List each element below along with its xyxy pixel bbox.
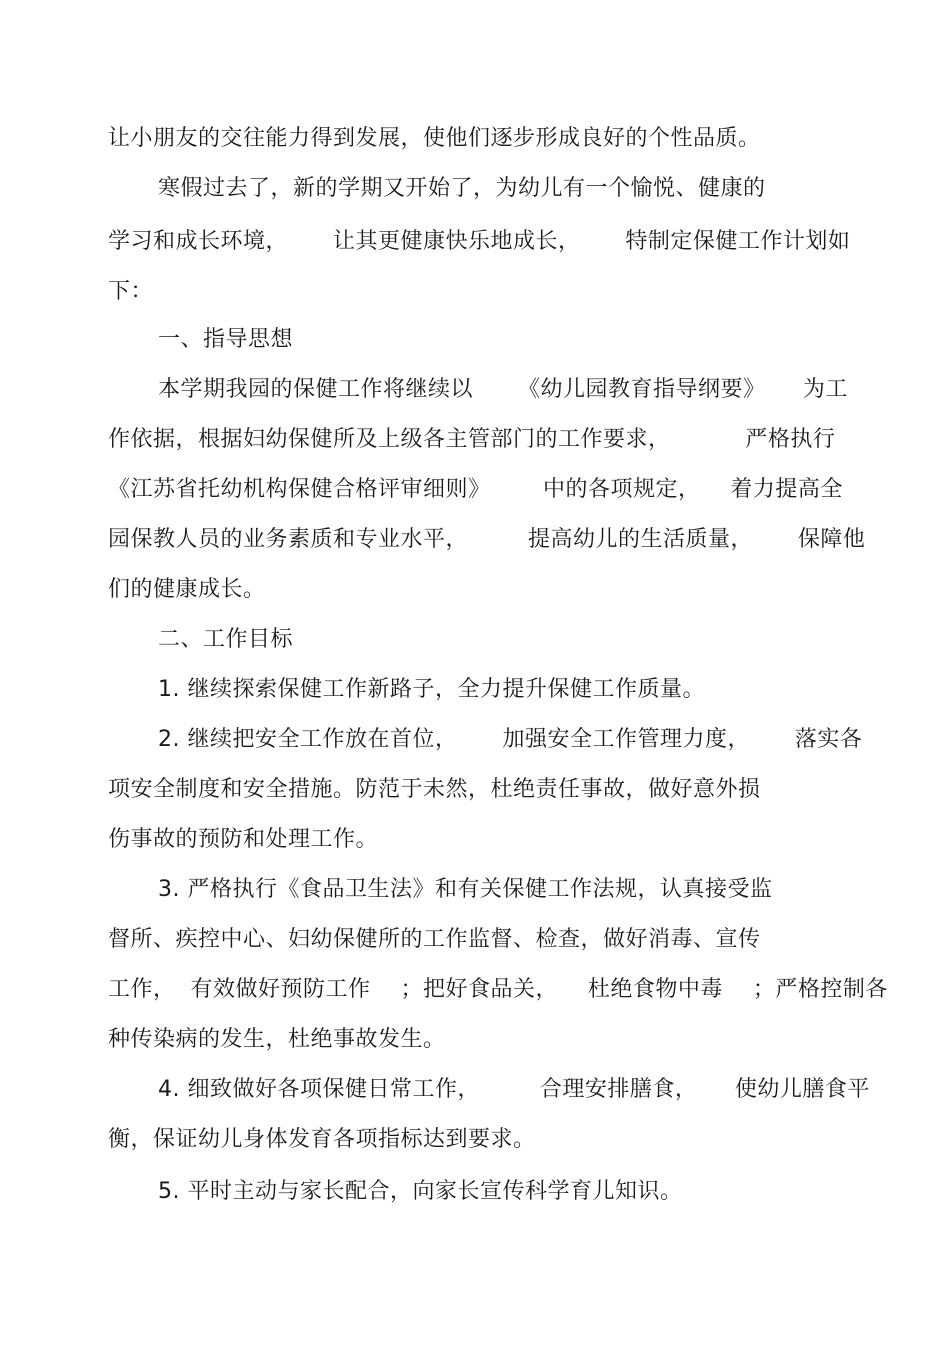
list-item: 4. 细致做好各项保健日常工作， 合理安排膳食， 使幼儿膳食平 [158,1077,870,1102]
text-line: 寒假过去了，新的学期又开始了，为幼儿有一个愉悦、健康的 [158,176,766,201]
text-line: 们的健康成长。 [108,577,266,602]
list-item: 2. 继续把安全工作放在首位， 加强安全工作管理力度， 落实各 [158,727,863,752]
text-line: 伤事故的预防和处理工作。 [108,827,379,852]
text-line: 让小朋友的交往能力得到发展，使他们逐步形成良好的个性品质。 [108,126,761,151]
text-line: 作依据，根据妇幼保健所及上级各主管部门的工作要求， 严格执行 [108,427,836,452]
section-heading: 一、指导思想 [158,327,294,352]
text-line: 本学期我园的保健工作将继续以 《幼儿园教育指导纲要》 为工 [158,377,848,402]
text-line: 衡，保证幼儿身体发育各项指标达到要求。 [108,1127,536,1152]
text-line: 园保教人员的业务素质和专业水平， 提高幼儿的生活质量， 保障他 [108,527,866,552]
list-item: 1. 继续探索保健工作新路子，全力提升保健工作质量。 [158,677,705,702]
text-line: 项安全制度和安全措施。防范于未然，杜绝责任事故，做好意外损 [108,777,761,802]
list-item: 5. 平时主动与家长配合，向家长宣传科学育儿知识。 [158,1179,683,1204]
text-line: 工作， 有效做好预防工作 ；把好食品关， 杜绝食物中毒 ；严格控制各 [108,977,888,1002]
text-line: 学习和成长环境， 让其更健康快乐地成长， 特制定保健工作计划如 [108,229,851,254]
text-line: 种传染病的发生，杜绝事故发生。 [108,1027,446,1052]
text-line: 《江苏省托幼机构保健合格评审细则》 中的各项规定， 着力提高全 [108,477,843,502]
text-line: 下： [108,279,154,304]
text-line: 督所、疾控中心、妇幼保健所的工作监督、检查，做好消毒、宣传 [108,927,761,952]
list-item: 3. 严格执行《食品卫生法》和有关保健工作法规，认真接受监 [158,877,773,902]
section-heading: 二、工作目标 [158,627,294,652]
